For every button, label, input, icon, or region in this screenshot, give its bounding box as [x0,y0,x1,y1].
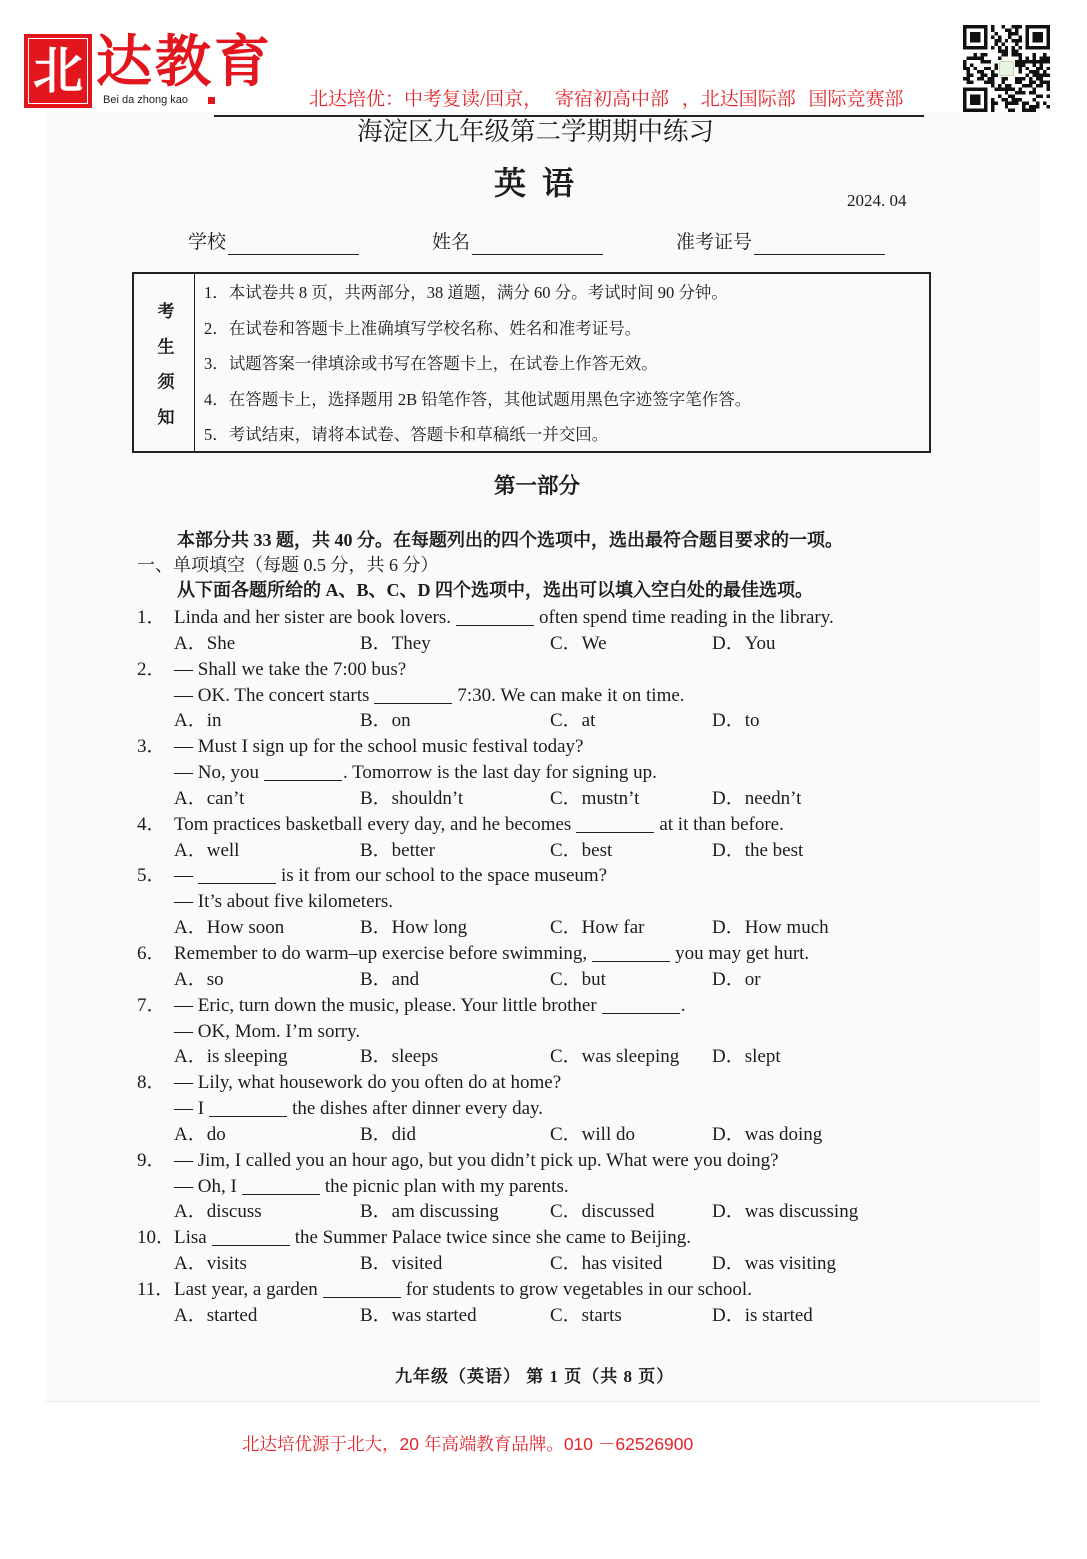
option-d: D．or [712,968,761,990]
question-body [174,605,834,657]
notice-item: 2．在试卷和答题卡上准确填写学校名称、姓名和准考证号。 [204,318,642,338]
question-number: 1． [137,607,166,628]
option-b: B．sleeps [360,1046,439,1068]
logo-mark-char: 北 [28,38,88,104]
option-d: D．You [712,632,776,654]
option-d: D．was discussing [712,1201,859,1223]
notice-label-column [134,274,195,451]
option-a: A．How soon [174,917,285,939]
part-title: 第一部分 [494,474,581,498]
exam-date: 2024. 04 [847,191,907,210]
question-5 [137,863,858,941]
option-b: B．am discussing [360,1201,499,1223]
question-body [174,657,760,735]
notice-label: 考生须知 [154,302,174,444]
option-a: A．do [174,1123,226,1145]
question-line [174,1096,822,1122]
option-d: D．is started [712,1304,813,1326]
option-c: C．discussed [550,1201,655,1223]
question-body [174,1070,822,1148]
question-options [174,838,803,864]
logo-pinyin: Bei da zhong kao [103,94,189,106]
option-a: A．started [174,1304,258,1326]
option-d: D．was doing [712,1123,823,1145]
question-line [174,812,803,838]
option-c: C．will do [550,1123,635,1145]
question-8 [137,1070,858,1148]
question-text: — OK. The concert starts [174,684,370,706]
question-7 [137,993,858,1071]
question-options [174,1251,836,1277]
school-blank [228,234,359,255]
option-a: A．so [174,968,224,990]
question-6 [137,941,858,993]
question-options [174,967,809,993]
option-c: C．How far [550,917,645,939]
logo-text: 达教育 [96,29,273,95]
section-instruction: 从下面各题所给的 A、B、C、D 四个选项中，选出可以填入空白处的最佳选项。 [177,580,813,600]
question-body [174,1225,836,1277]
question-text: — Jim, I called you an hour ago, but you didn’t pick up. What were you doing? [174,1149,779,1171]
question-4 [137,812,858,864]
answer-blank [323,1297,401,1298]
section-title: 一、单项填空（每题 0.5 分，共 6 分） [137,555,439,575]
question-options [174,1044,781,1070]
name-label: 姓名 [432,232,471,253]
candidate-notice-box [132,272,931,453]
footer-advert: 北达培优源于北大，20 年高端教育品牌。010 －62526900 [242,1434,694,1454]
question-1 [137,605,858,657]
option-a: A．well [174,839,240,861]
question-number: 9． [137,1149,166,1171]
qr-logo-icon [1000,62,1013,75]
question-10 [137,1225,858,1277]
question-number: 11． [137,1278,175,1300]
option-c: C．best [550,839,613,861]
option-a: A．can’t [174,787,245,809]
question-number: 6． [137,942,166,964]
answer-blank [576,832,654,833]
question-text: — Eric, turn down the music, please. Your little brother [174,994,597,1016]
question-text: the Summer Palace twice since she came to Beijing. [294,1227,691,1249]
question-text: — No, you [174,762,259,784]
question-line [174,1225,836,1251]
question-body [174,812,803,864]
question-text: — It’s about five kilometers. [174,891,393,913]
question-text: the dishes after dinner every day. [292,1098,544,1120]
question-text: — Shall we take the 7:00 bus? [174,658,407,680]
question-line [174,1148,858,1174]
option-c: C．mustn’t [550,787,640,809]
question-body [174,1148,858,1226]
answer-blank [264,780,342,781]
question-line [174,734,801,760]
question-text: Tom practices basketball every day, and he becomes [174,813,572,835]
question-text: Last year, a garden [174,1278,318,1300]
notice-item: 1．本试卷共 8 页，共两部分，38 道题，满分 60 分。考试时间 90 分钟。 [204,283,728,302]
option-a: A．in [174,710,222,732]
option-c: C．We [550,632,607,654]
question-text: often spend time reading in the library. [539,607,834,628]
question-number: 3． [137,736,166,758]
question-line [174,889,829,915]
option-b: B．on [360,710,411,732]
question-body [174,941,809,993]
option-d: D．needn’t [712,787,802,809]
logo-mark [24,34,92,108]
question-text: Linda and her sister are book lovers. [174,607,451,628]
notice-items [204,275,751,453]
option-b: B．How long [360,917,468,939]
answer-blank [602,1013,680,1014]
answer-blank [374,703,452,704]
option-b: B．visited [360,1253,443,1275]
question-line [174,1277,813,1303]
option-d: D．to [712,710,760,732]
answer-blank [456,625,534,626]
notice-item: 5．考试结束，请将本试卷、答题卡和草稿纸一并交回。 [204,425,609,444]
option-d: D．How much [712,917,829,939]
question-9 [137,1148,858,1226]
option-d: D．the best [712,839,804,861]
option-c: C．at [550,710,596,732]
option-b: B．better [360,839,435,861]
question-number: 4． [137,813,166,835]
question-text: — Must I sign up for the school music festival today? [174,736,584,758]
question-line [174,1019,781,1045]
question-11 [137,1277,858,1329]
question-line [174,683,760,709]
question-options [174,1303,813,1329]
question-line [174,993,781,1019]
name-blank [472,234,603,255]
question-text: . [680,994,686,1016]
question-options [174,1122,822,1148]
header-banner: 北达培优：中考复读/回京， 寄宿初高中部 ，北达国际部 国际竞赛部 [309,89,904,110]
question-options [174,1199,858,1225]
option-b: B．They [360,632,431,654]
question-body [174,734,801,812]
question-list [137,605,858,1329]
question-line [174,941,809,967]
page-number: 九年级（英语） 第 1 页（共 8 页） [395,1367,675,1386]
exam-id-blank [754,234,885,255]
question-number: 8． [137,1072,166,1094]
option-c: C．starts [550,1304,622,1326]
question-text: is it from our school to the space museum? [281,865,608,887]
question-text: at it than before. [659,813,784,835]
option-a: A．discuss [174,1201,262,1223]
question-line [174,760,801,786]
question-text: Remember to do warm–up exercise before swimming, [174,942,588,964]
question-text: — OK, Mom. I’m sorry. [174,1020,361,1042]
question-text: you may get hurt. [675,942,810,964]
option-b: B．did [360,1123,416,1145]
question-line [174,863,829,889]
question-options [174,786,801,812]
logo-square-icon [208,97,215,104]
question-text: — Oh, I [174,1175,237,1197]
exam-subject: 英 语 [494,165,579,201]
question-options [174,708,760,734]
option-d: D．was visiting [712,1253,837,1275]
question-options [174,631,834,657]
question-text: — Lily, what housework do you often do at home? [174,1072,562,1094]
option-a: A．is sleeping [174,1046,288,1068]
question-line [174,657,760,683]
question-body [174,863,829,941]
option-b: B．was started [360,1304,477,1326]
question-text: — I [174,1098,205,1120]
exam-id-label: 准考证号 [676,232,753,253]
question-text: Lisa [174,1227,207,1249]
option-b: B．and [360,968,420,990]
notice-item: 3．试题答案一律填涂或书写在答题卡上，在试卷上作答无效。 [204,354,658,373]
answer-blank [212,1245,290,1246]
answer-blank [242,1194,320,1195]
question-text: for students to grow vegetables in our school. [405,1278,752,1300]
option-c: C．but [550,968,606,990]
question-text: — [174,865,193,887]
answer-blank [198,883,276,884]
question-number: 10． [137,1227,176,1249]
question-3 [137,734,858,812]
question-options [174,915,829,941]
school-label: 学校 [188,232,227,253]
question-line [174,1174,858,1200]
option-a: A．She [174,632,236,654]
question-text: . Tomorrow is the last day for signing up. [342,762,657,784]
qr-code-icon [963,25,1050,112]
notice-item: 4．在答题卡上，选择题用 2B 铅笔作答，其他试题用黑色字迹签字笔作答。 [204,389,752,409]
exam-title: 海淀区九年级第二学期期中练习 [357,117,715,146]
question-body [174,1277,813,1329]
question-2 [137,657,858,735]
question-text: 7:30. We can make it on time. [457,684,685,706]
question-text: the picnic plan with my parents. [324,1175,569,1197]
question-line [174,1070,822,1096]
question-number: 7． [137,994,166,1016]
answer-blank [209,1116,287,1117]
part-intro: 本部分共 33 题，共 40 分。在每题列出的四个选项中，选出最符合题目要求的一项。 [177,530,843,550]
option-c: C．was sleeping [550,1046,680,1068]
question-number: 5． [137,865,166,887]
candidate-fields [188,231,885,255]
answer-blank [592,961,670,962]
question-number: 2． [137,658,166,680]
option-b: B．shouldn’t [360,787,464,809]
question-body [174,993,781,1071]
question-line [174,605,834,631]
option-d: D．slept [712,1046,781,1068]
option-c: C．has visited [550,1253,663,1275]
option-a: A．visits [174,1253,247,1275]
